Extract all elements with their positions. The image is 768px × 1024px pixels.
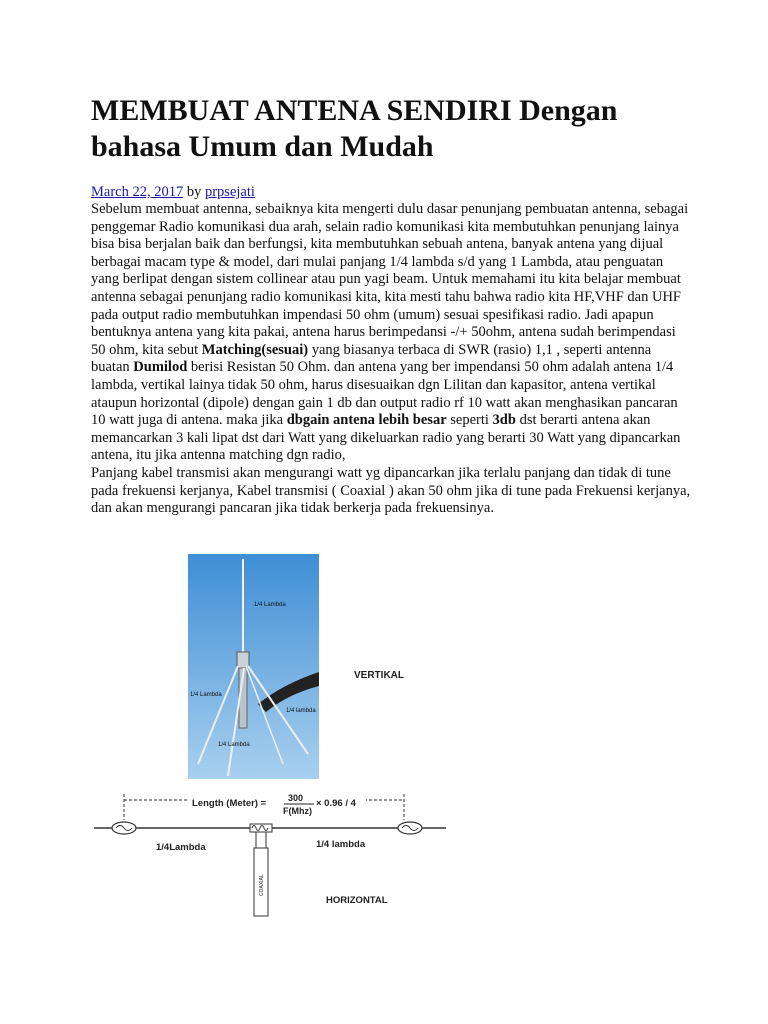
- label-radial-bottom: 1/4 Lambda: [218, 742, 250, 748]
- bold-3db: 3db: [492, 412, 516, 429]
- vertical-antenna-figure: [188, 554, 408, 779]
- sky-photo: [188, 554, 319, 779]
- author-link[interactable]: prpsejati: [204, 184, 255, 200]
- bold-dumilod: Dumilod: [133, 359, 188, 376]
- label-top-element: 1/4 Lambda: [254, 602, 286, 608]
- post-meta: [91, 183, 255, 201]
- label-radial-right: 1/4 lambda: [286, 708, 316, 714]
- label-radial-left: 1/4 Lambda: [190, 692, 222, 698]
- bold-matching: Matching(sesuai): [201, 341, 309, 358]
- horizontal-dipole-figure: [90, 790, 450, 920]
- post-date-link[interactable]: March 22, 2017: [91, 184, 184, 200]
- formula-prefix: Length (Meter) =: [192, 798, 267, 809]
- center-coil: [250, 824, 272, 832]
- by-label: by: [186, 184, 202, 200]
- formula-denominator: F(Mhz): [283, 806, 312, 816]
- bold-dbgain: dbgain antena lebih besar: [286, 412, 447, 429]
- label-left-lambda: 1/4Lambda: [156, 842, 206, 853]
- antenna-hub: [237, 652, 249, 668]
- label-coaxial: COAXIAL: [259, 874, 265, 896]
- formula-suffix: × 0.96 / 4: [316, 798, 356, 809]
- label-vertikal: VERTIKAL: [354, 670, 404, 681]
- formula-numerator: 300: [288, 793, 304, 803]
- paragraph-cable: Panjang kabel transmisi akan mengurangi watt yg dipancarkan jika terlalu panjang dan tidak di tune pada frekuensi kerjanya, Kabel transmisi ( Coaxial ) akan 50 ohm jika di tune pada Frekuensi kerjanya, dan akan mengurangi pancaran jika tidak berkerja pada frekuensinya.: [91, 464, 691, 517]
- article-title: MEMBUAT ANTENA SENDIRI Dengan bahasa Umum dan Mudah: [91, 94, 618, 163]
- article-body: [91, 201, 691, 518]
- label-horizontal: HORIZONTAL: [326, 895, 388, 906]
- label-right-lambda: 1/4 lambda: [316, 839, 366, 850]
- paragraph-intro: Sebelum membuat antenna, sebaiknya kita mengerti dulu dasar penunjang pembuatan antenna, sebagai penggemar Radio komunikasi dua arah, selain radio komunikasi kita membutuhkan penunjang lainya bisa bisa berjalan baik dan berfungsi, kita membutuhkan sebuah antena, banyak antena yang dijual berbagai macam type & model, dari mulai panjang 1/4 lambda s/d yang 1 Lambda, atau penguatan yang berlipat dengan sistem collinear atau pun yagi beam. Untuk memahami itu kita belajar membuat antenna sebagai penunjang radio komunikasi kita, kita mesti tahu bahwa radio kita HF,VHF dan UHF pada output radio membutuhkan impendasi 50 ohm (umum) sesuai spesifikasi radio. Jadi apapun bentuknya antena yang kita pakai, antena harus berimpedansi -/+ 50ohm, antena sudah berimpendasi 50 ohm, kita sebut Matching(sesuai) yang biasanya terbaca di SWR (rasio) 1,1 , seperti antenna buatan Dumilod berisi Resistan 50 Ohm. dan antena yang ber impendansi 50 ohm adalah antena 1/4 lambda, vertikal lainya tidak 50 ohm, harus disesuaikan dgn Lilitan dan kapasitor, antena vertikal ataupun horizontal (dipole) dengan gain 1 db dan output radio rf 10 watt akan menghasikan pancaran 10 watt juga di antena. maka jika dbgain antena lebih besar seperti 3db dst berarti antena akan memancarkan 3 kali lipat dst dari Watt yang dikeluarkan radio yang berarti 30 Watt yang dipancarkan antena, itu jika antenna matching dgn radio,: [91, 201, 689, 464]
